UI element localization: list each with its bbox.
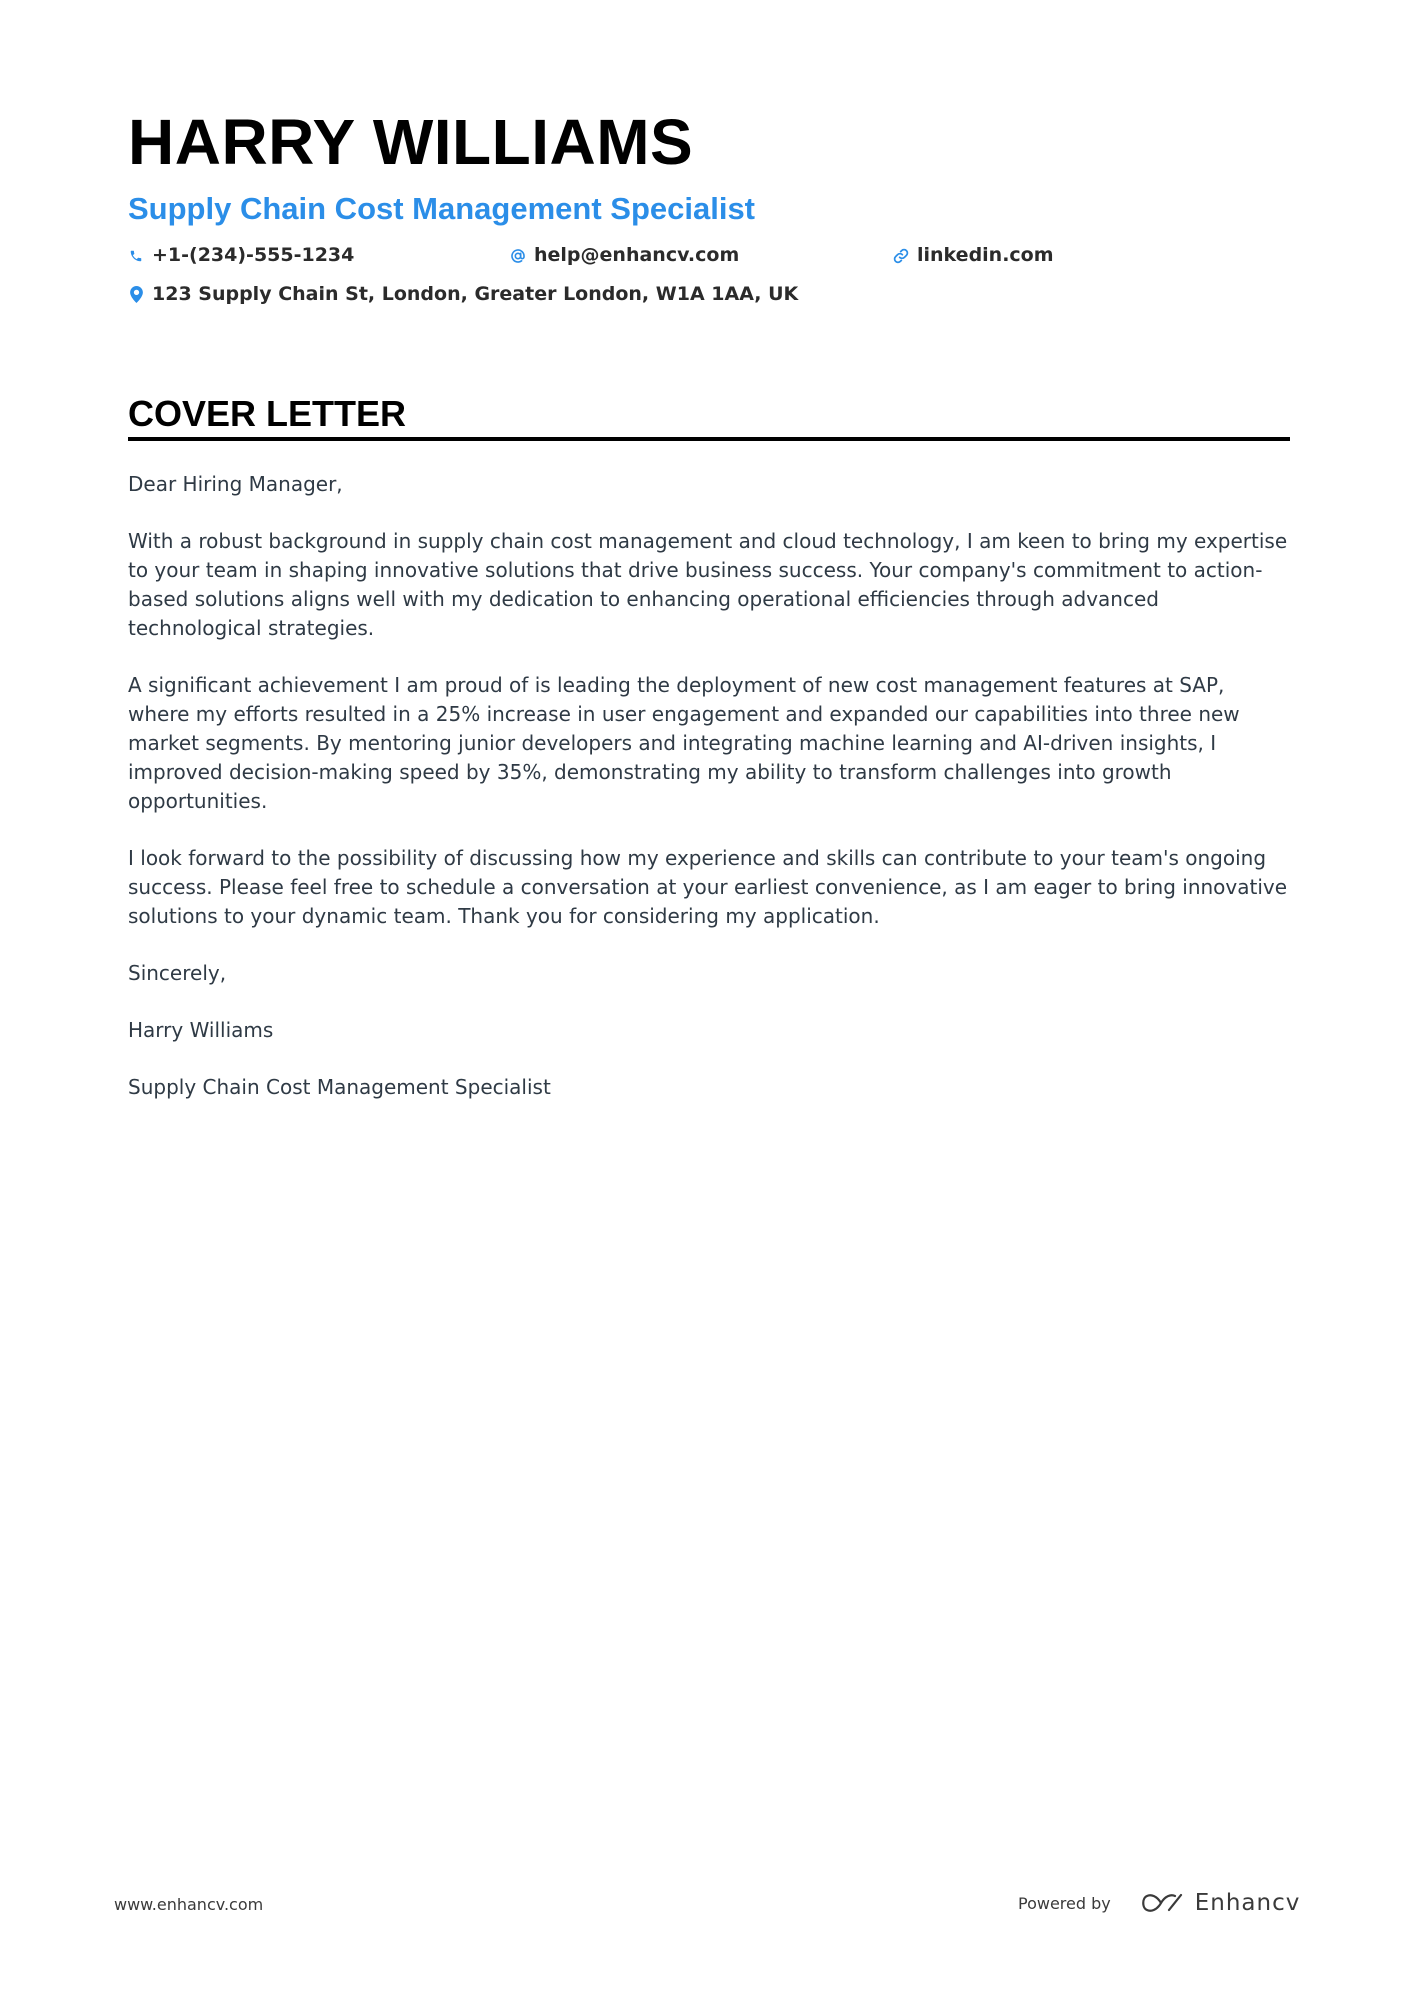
- contact-phone: [128, 246, 354, 265]
- section-divider: [128, 437, 1290, 441]
- contact-linkedin: [893, 246, 1054, 265]
- candidate-name: HARRY WILLIAMS: [128, 106, 694, 178]
- at-icon: [510, 247, 526, 265]
- location-pin-icon: [128, 286, 144, 304]
- letter-paragraph-1: With a robust background in supply chain cost management and cloud technology, I am keen to bring my expertise to your team in shaping innovative solutions that drive business success. Your company's commitment to action-based solutions aligns well with my dedication to enhancing operational efficiencies through advanced technological strategies.: [128, 529, 1288, 640]
- signature-name: Harry Williams: [128, 1018, 274, 1042]
- phone-icon: [128, 247, 144, 265]
- linkedin-text[interactable]: linkedin.com: [917, 244, 1054, 266]
- powered-by-label: Powered by: [1018, 1893, 1111, 1913]
- letter-paragraph-2: A significant achievement I am proud of is leading the deployment of new cost management features at SAP, where my efforts resulted in a 25% increase in user engagement and expanded our capabilities into three new market segments. By mentoring junior developers and integrating machine learning and AI-driven insights, I improved decision-making speed by 35%, demonstrating my ability to transform challenges into growth opportunities.: [128, 673, 1240, 813]
- contact-email: [510, 246, 739, 265]
- section-title: COVER LETTER: [128, 393, 407, 434]
- link-icon: [893, 247, 909, 265]
- letter-closing: Sincerely,: [128, 961, 227, 985]
- contact-address: [128, 285, 798, 304]
- signature-title: Supply Chain Cost Management Specialist: [128, 1075, 551, 1099]
- letter-greeting: Dear Hiring Manager,: [128, 472, 343, 496]
- address-text: 123 Supply Chain St, London, Greater London, W1A 1AA, UK: [152, 283, 799, 305]
- phone-text: +1-(234)-555-1234: [152, 244, 355, 266]
- footer-branding: [1018, 1890, 1300, 1916]
- letter-paragraph-3: I look forward to the possibility of discussing how my experience and skills can contribute to your team's ongoing success. Please feel free to schedule a conversation at your earliest convenience, as I am eager to bring innovative solutions to your dynamic team. Thank you for considering my application.: [128, 846, 1288, 928]
- email-text[interactable]: help@enhancv.com: [534, 244, 740, 266]
- letter-body: [128, 470, 1290, 1130]
- job-title: Supply Chain Cost Management Specialist: [128, 191, 756, 226]
- footer-website[interactable]: www.enhancv.com: [114, 1895, 264, 1914]
- brand-name: Enhancv: [1194, 1890, 1301, 1916]
- enhancv-logo-icon: [1139, 1891, 1185, 1915]
